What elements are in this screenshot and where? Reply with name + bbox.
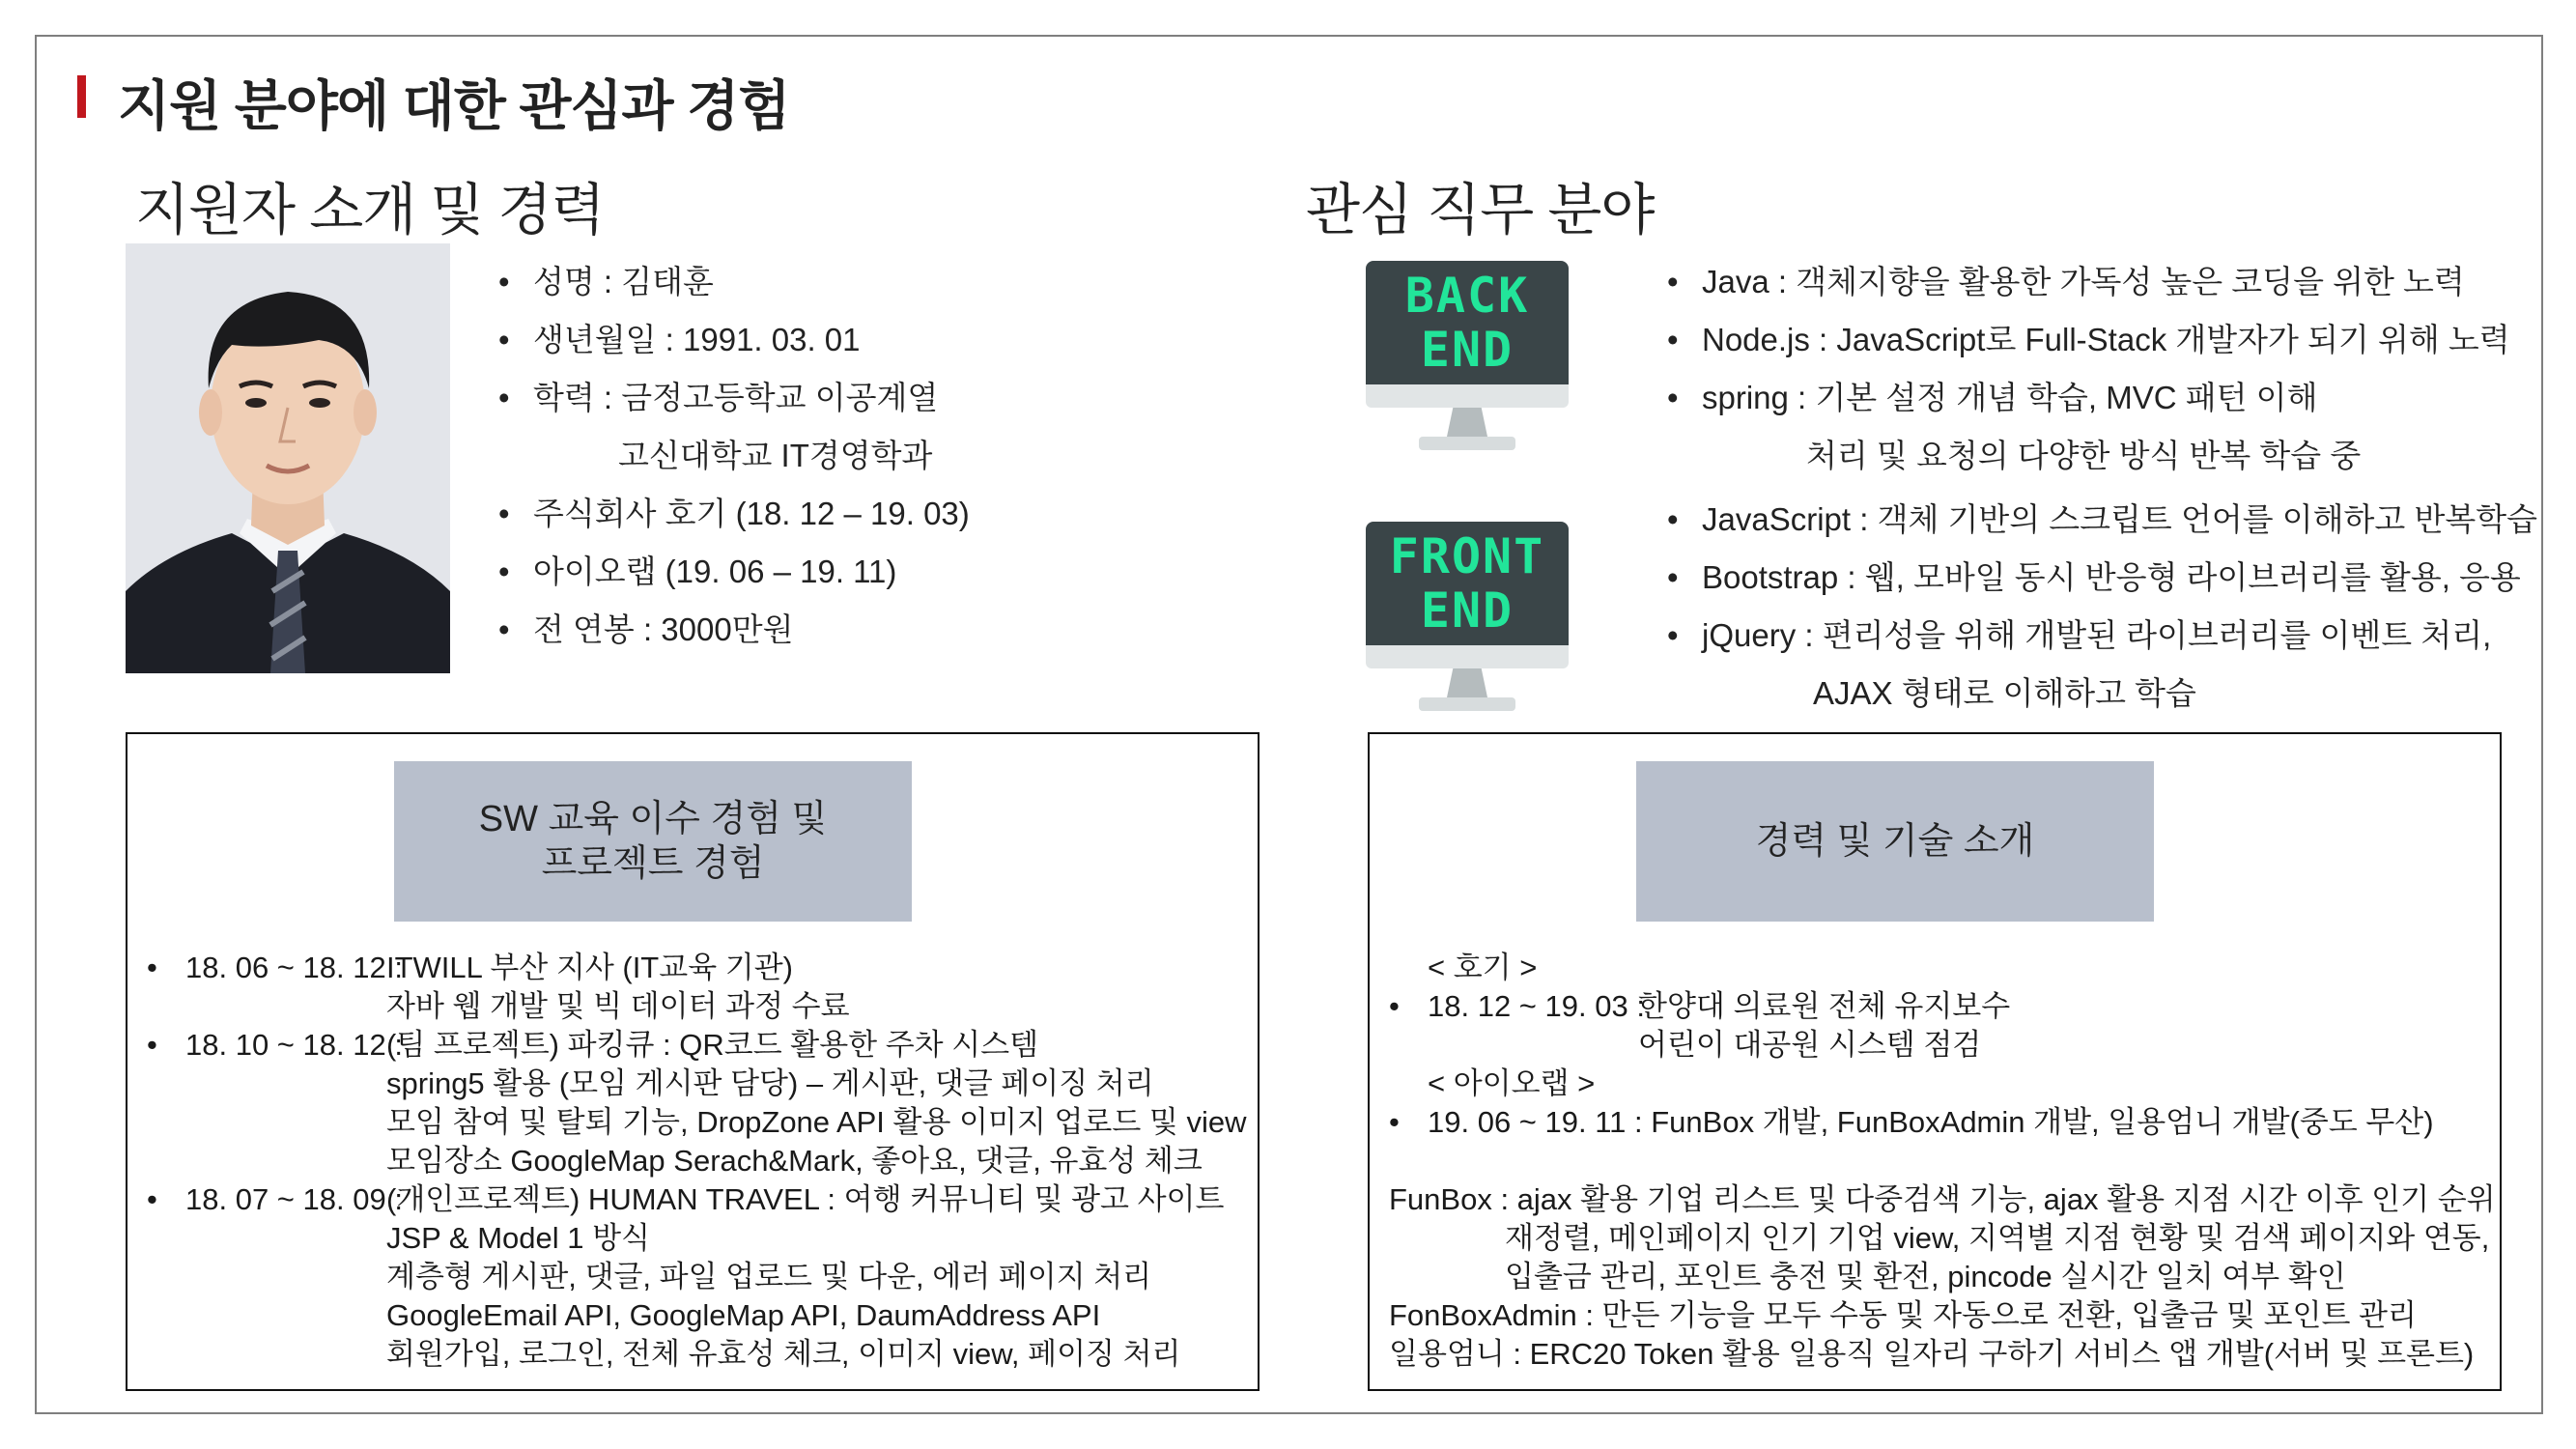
career-list xyxy=(1389,949,2496,1374)
detail-line: FunBox : ajax 활용 기업 리스트 및 다중검색 기능, ajax 활용 지점 시간 이후 인기 순위 xyxy=(1389,1182,2496,1216)
list-item: 어린이 대공원 시스템 점검 xyxy=(1638,1028,1982,1062)
list-item: JSP & Model 1 방식 xyxy=(386,1221,650,1255)
list-item: • jQuery : 편리성을 위해 개발된 라이브러리를 이벤트 처리, xyxy=(1661,607,2537,665)
detail-line: 입출금 관리, 포인트 충전 및 환전, pincode 실시간 일치 여부 확인 xyxy=(1505,1260,2346,1293)
frontend-label-line1: FRONT xyxy=(1389,528,1545,584)
detail-line: FonBoxAdmin : 만든 기능을 모두 수동 및 자동으로 전환, 입출금 및 포인트 관리 xyxy=(1389,1298,2417,1332)
list-item: 회원가입, 로그인, 전체 유효성 체크, 이미지 view, 페이징 처리 xyxy=(386,1337,1181,1371)
list-item: • 18. 12 ~ 19. 03 : 한양대 의료원 전체 유지보수 xyxy=(1389,989,2011,1023)
list-item: 자바 웹 개발 및 빅 데이터 과정 수료 xyxy=(386,989,850,1023)
education-header-line2: 프로젝트 경험 xyxy=(541,843,765,884)
career-header: 경력 및 기술 소개 xyxy=(1636,761,2154,922)
list-item: • 18. 06 ~ 18. 12 : ITWILL 부산 지사 (IT교육 기관) xyxy=(147,951,793,984)
profile-photo xyxy=(126,243,450,673)
company-label: < 아이오랩 > xyxy=(1428,1066,1596,1100)
backend-skill-list xyxy=(1661,253,2510,485)
list-item: • 전 연봉 : 3000만원 xyxy=(493,601,970,659)
list-item: • Node.js : JavaScript로 Full-Stack 개발자가 되기 위해 노력 xyxy=(1661,311,2510,369)
interest-heading: 관심 직무 분야 xyxy=(1306,179,1655,242)
list-item: 처리 및 요청의 다양한 방식 반복 학습 중 xyxy=(1806,438,2362,473)
list-item: • Bootstrap : 웹, 모바일 동시 반응형 라이브러리를 활용, 응용 xyxy=(1661,549,2537,607)
backend-monitor-icon xyxy=(1366,261,1569,454)
detail-line: 재정렬, 메인페이지 인기 기업 view, 지역별 지점 현황 및 검색 페이지와 연동, xyxy=(1505,1221,2490,1255)
list-item: • 성명 : 김태훈 xyxy=(493,253,970,311)
frontend-monitor-icon xyxy=(1366,522,1569,715)
list-item: GoogleEmail API, GoogleMap API, DaumAddress API xyxy=(386,1298,1101,1332)
title-accent-bar xyxy=(77,75,86,118)
list-item: 모임장소 GoogleMap Serach&Mark, 좋아요, 댓글, 유효성 체크 xyxy=(386,1144,1203,1178)
company-label: < 호기 > xyxy=(1428,951,1538,984)
page-title: 지원 분야에 대한 관심과 경험 xyxy=(118,75,790,136)
list-item: • 학력 : 금정고등학교 이공계열 xyxy=(493,369,970,427)
list-item: • JavaScript : 객체 기반의 스크립트 언어를 이해하고 반복학습 xyxy=(1661,491,2537,549)
backend-label-line2: END xyxy=(1420,322,1514,378)
frontend-skill-list xyxy=(1661,491,2537,723)
list-item: • 18. 10 ~ 18. 12 : (팀 프로젝트) 파킹큐 : QR코드 활용한 주차 시스템 xyxy=(147,1028,1039,1062)
list-item: 계층형 게시판, 댓글, 파일 업로드 및 다운, 에러 페이지 처리 xyxy=(386,1260,1152,1293)
list-item: • 주식회사 호기 (18. 12 – 19. 03) xyxy=(493,485,970,543)
list-item: • Java : 객체지향을 활용한 가독성 높은 코딩을 위한 노력 xyxy=(1661,253,2510,311)
list-item: • 아이오랩 (19. 06 – 19. 11) xyxy=(493,543,970,601)
education-box xyxy=(126,732,1260,1391)
list-item: 고신대학교 IT경영학과 xyxy=(618,438,933,473)
list-item: • spring : 기본 설정 개념 학습, MVC 패턴 이해 xyxy=(1661,369,2510,427)
list-item: • 19. 06 ~ 19. 11 : FunBox 개발, FunBoxAdmin 개발, 일용엄니 개발(중도 무산) xyxy=(1389,1105,2434,1139)
profile-heading: 지원자 소개 및 경력 xyxy=(135,179,605,242)
education-header xyxy=(394,761,912,922)
detail-line: 일용엄니 : ERC20 Token 활용 일용직 일자리 구하기 서비스 앱 개발(서버 및 프론트) xyxy=(1389,1337,2475,1371)
backend-label-line1: BACK xyxy=(1404,268,1530,324)
list-item: • 18. 07 ~ 18. 09 : (개인프로젝트) HUMAN TRAVEL : 여행 커뮤니티 및 광고 사이트 xyxy=(147,1182,1225,1216)
education-header-line1: SW 교육 이수 경험 및 xyxy=(478,799,828,839)
person-portrait-icon xyxy=(126,243,450,673)
education-list xyxy=(147,949,1247,1374)
frontend-label-line2: END xyxy=(1420,582,1514,639)
career-box xyxy=(1368,732,2502,1391)
list-item: • 생년월일 : 1991. 03. 01 xyxy=(493,311,970,369)
list-item: AJAX 형태로 이해하고 학습 xyxy=(1813,675,2196,711)
list-item: spring5 활용 (모임 게시판 담당) – 게시판, 댓글 페이징 처리 xyxy=(386,1066,1154,1100)
profile-list xyxy=(493,253,970,659)
list-item: 모임 참여 및 탈퇴 기능, DropZone API 활용 이미지 업로드 및 view xyxy=(386,1105,1247,1139)
